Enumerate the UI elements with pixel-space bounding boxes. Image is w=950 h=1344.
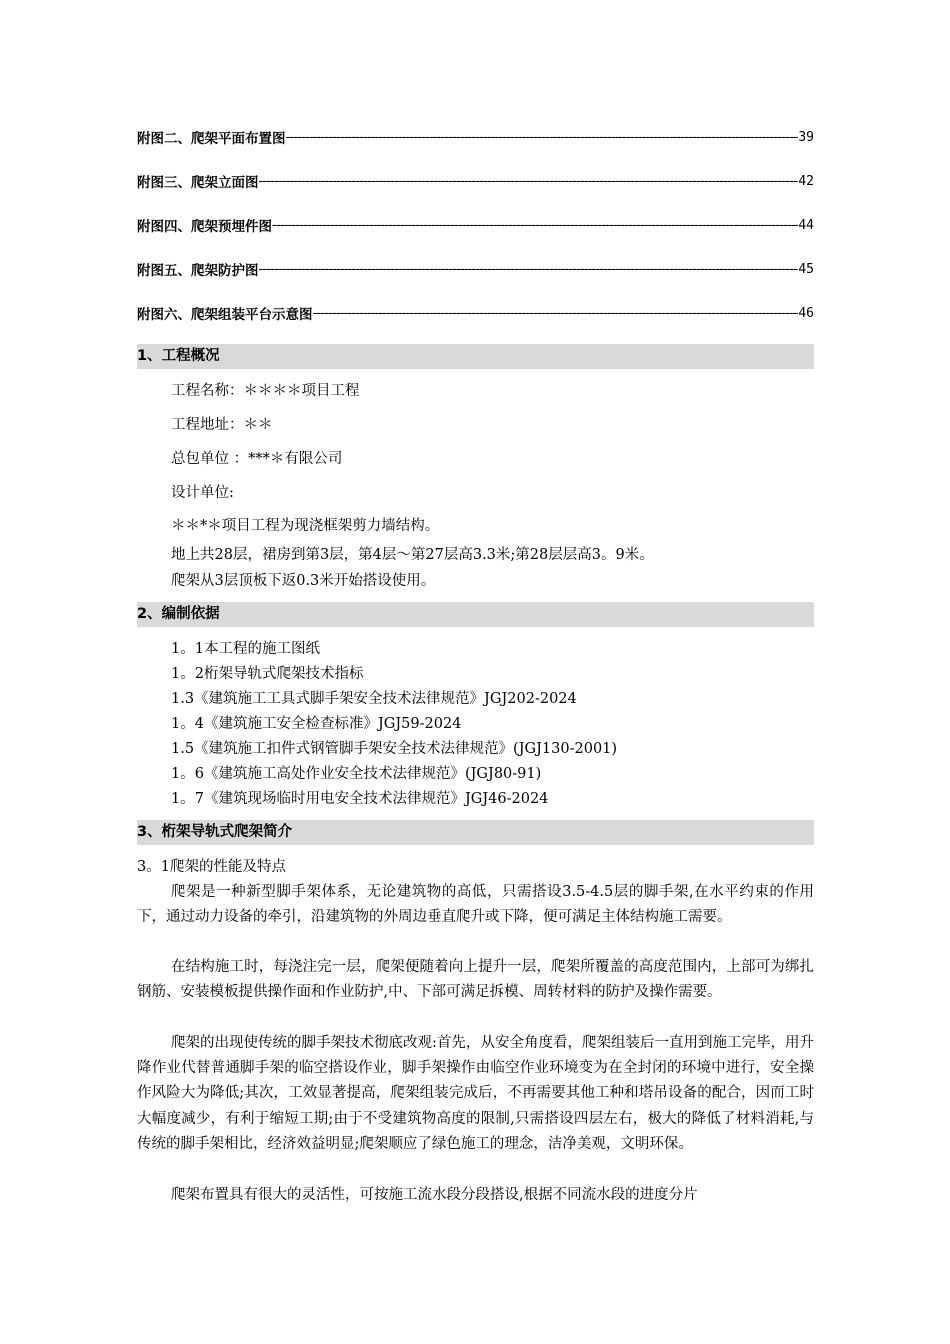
general-contractor: 总包单位 ：***＊有限公司 (171, 451, 343, 467)
basis-item: 1。1本工程的施工图纸 (171, 641, 320, 657)
toc-entry[interactable] (137, 214, 814, 236)
body-paragraph: 爬架是一种新型脚手架体系，无论建筑物的高低，只需搭设3.5-4.5层的脚手架,在水平约束的作用下，通过动力设备的牵引，沿建筑物的外周边垂直爬升或下降，便可满足主体结构施工需要。 (137, 884, 814, 926)
basis-item: 1。4《建筑施工安全检查标准》JGJ59-2024 (171, 716, 462, 732)
body-paragraph: 爬架的出现使传统的脚手架技术彻底改观:首先，从安全角度看，爬架组装后一直用到施工完毕，用升降作业代替普通脚手架的临空搭设作业，脚手架操作由临空作业环境变为在全封闭的环境中进行，安全操作风险大为降低;其次，工效显著提高，爬架组装完成后，不再需要其他工种和塔吊设备的配合，因而工时大幅度减少，有利于缩短工期;由于不受建筑物高度的限制,只需搭设四层左右，极大的降低了材料消耗,与传统的脚手架相比，经济效益明显;爬架顺应了绿色施工的理念，洁净美观，文明环保。 (137, 1035, 814, 1152)
toc-leader (313, 305, 799, 321)
basis-item: 1.5《建筑施工扣件式钢管脚手架安全技术法律规范》(JGJ130-2001) (171, 741, 618, 757)
basis-item: 1。6《建筑施工高处作业安全技术法律规范》(JGJ80-91) (171, 766, 542, 782)
subsection-title: 3。1爬架的性能及特点 (137, 859, 286, 875)
project-name: 工程名称：＊＊＊＊项目工程 (171, 383, 360, 399)
design-unit: 设计单位: (171, 485, 234, 501)
toc-label: 附图六、爬架组装平台示意图 (137, 307, 313, 323)
toc-label: 附图三、爬架立面图 (137, 175, 259, 191)
toc-page-number: 44 (798, 217, 814, 233)
toc-page-number: 46 (798, 305, 814, 321)
floors-text: 地上共28层，裙房到第3层，第4层～第27层高3.3米;第28层层高3。9米。 (171, 547, 654, 563)
section-heading: 2、编制依据 (137, 602, 814, 627)
toc-leader (259, 261, 799, 277)
toc-page-number: 39 (798, 129, 814, 145)
toc-label: 附图五、爬架防护图 (137, 263, 259, 279)
start-text: 爬架从3层顶板下返0.3米开始搭设使用。 (171, 573, 436, 589)
body-paragraph: 爬架布置具有很大的灵活性，可按施工流水段分段搭设,根据不同流水段的进度分片 (171, 1187, 698, 1203)
body-paragraph: 在结构施工时，每浇注完一层，爬架便随着向上提升一层，爬架所覆盖的高度范围内，上部可为绑扎钢筋、安装模板提供操作面和作业防护,中、下部可满足拆模、周转材料的防护及操作需要。 (137, 959, 814, 1001)
toc-entry[interactable] (137, 302, 814, 324)
toc-entry[interactable] (137, 170, 814, 192)
toc-label: 附图二、爬架平面布置图 (137, 131, 286, 147)
basis-item: 1。2桁架导轨式爬架技术指标 (171, 666, 364, 682)
toc-page-number: 42 (798, 173, 814, 189)
toc-label: 附图四、爬架预埋件图 (137, 219, 272, 235)
project-address: 工程地址：＊＊ (171, 417, 273, 433)
section-heading: 3、桁架导轨式爬架简介 (137, 820, 814, 845)
basis-item: 1.3《建筑施工工具式脚手架安全技术法律规范》JGJ202-2024 (171, 691, 577, 707)
toc-entry[interactable] (137, 126, 814, 148)
structure-text: ＊＊*＊项目工程为现浇框架剪力墙结构。 (171, 518, 440, 534)
toc-leader (259, 173, 799, 189)
toc-page-number: 45 (798, 261, 814, 277)
toc-entry[interactable] (137, 258, 814, 280)
basis-item: 1。7《建筑现场临时用电安全技术法律规范》JGJ46-2024 (171, 791, 549, 807)
toc-leader (286, 129, 799, 145)
toc-leader (272, 217, 798, 233)
section-heading: 1、工程概况 (137, 344, 814, 369)
